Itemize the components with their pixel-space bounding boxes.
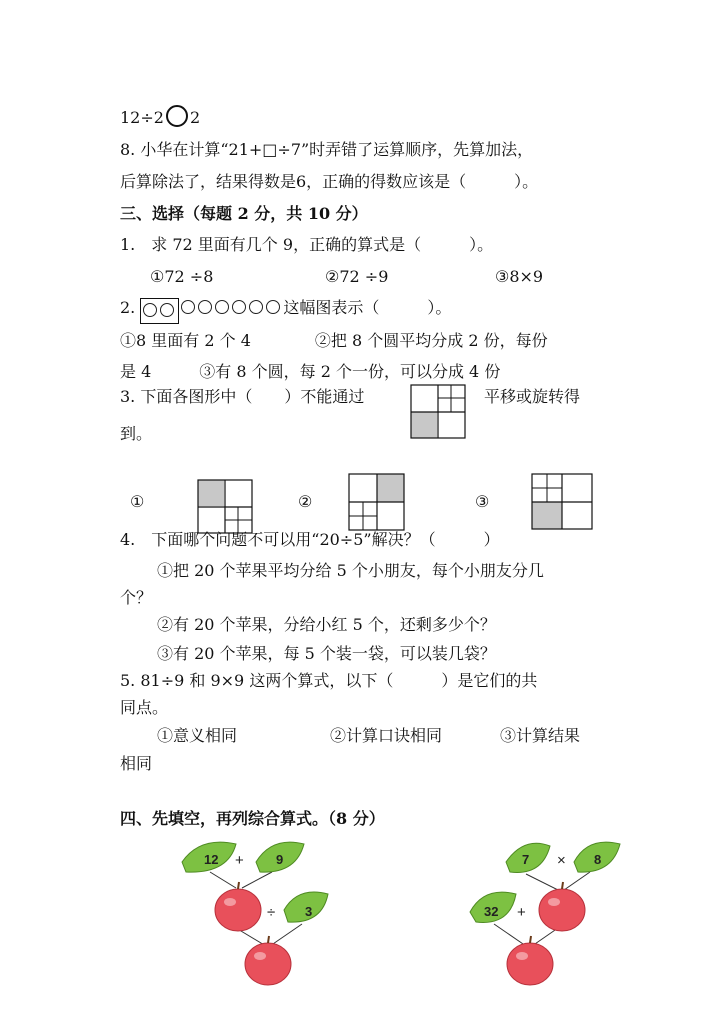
choice3-opt1[interactable]: ① [130, 492, 145, 511]
circle-icon [198, 300, 212, 314]
tree1-leaf1: 12 [204, 852, 219, 867]
tree1-op1: + [235, 852, 244, 869]
circle-icon [160, 303, 174, 317]
shape-option-3[interactable] [531, 473, 593, 531]
section3-title: 三、选择（每题 2 分，共 10 分） [120, 204, 368, 223]
circle-icon [143, 303, 157, 317]
choice5-opt3[interactable]: ③计算结果 [500, 726, 581, 745]
q8-line1: 8. 小华在计算“21+□÷7”时弄错了运算顺序，先算加法， [120, 140, 534, 159]
circle-icon [215, 300, 229, 314]
compare-circle[interactable] [166, 105, 188, 127]
circle-icon [232, 300, 246, 314]
choice4-stem: 4. 下面哪个问题不可以用“20÷5”解决？（ ） [120, 530, 500, 549]
tree2-leaf2: 8 [594, 852, 602, 867]
choice2-opt-line1: ①8 里面有 2 个 4 ②把 8 个圆平均分成 2 份，每份 [120, 331, 548, 350]
apple-tree-1 [180, 838, 340, 990]
choice5-line1: 5. 81÷9 和 9×9 这两个算式，以下（ ）是它们的共 [120, 671, 538, 690]
choice5-line4: 相同 [120, 754, 153, 773]
circle-icon [266, 300, 280, 314]
choice5-opt1[interactable]: ①意义相同 [157, 726, 238, 745]
apple-tree-2 [466, 838, 626, 990]
choice3-stem-a: 3. 下面各图形中（ ）不能通过 [120, 387, 365, 406]
leftover-expression: 12÷2 2 [120, 105, 200, 129]
choice1-stem: 1. 求 72 里面有几个 9，正确的算式是（ ）。 [120, 235, 494, 254]
tree2-leaf3: 32 [484, 904, 499, 919]
choice4-opt1-b: 个？ [120, 588, 153, 607]
choice1-opt1[interactable]: ①72 ÷8 [150, 267, 214, 286]
choice4-opt2[interactable]: ②有 20 个苹果，分给小红 5 个，还剩多少个？ [157, 615, 496, 634]
tree1-leaf3: 3 [305, 904, 313, 919]
tree2-op1: × [557, 852, 566, 869]
choice2-opt-line2: 是 4 ③有 8 个圆，每 2 个一份，可以分成 4 份 [120, 362, 501, 381]
choice4-opt3[interactable]: ③有 20 个苹果，每 5 个装一袋，可以装几袋？ [157, 644, 496, 663]
choice5-opt2[interactable]: ②计算口诀相同 [330, 726, 443, 745]
tree2-op2: + [517, 904, 526, 921]
choice3-opt2[interactable]: ② [298, 492, 313, 511]
tree2-leaf1: 7 [522, 852, 530, 867]
choice3-stem-b: 平移或旋转得 [484, 387, 581, 406]
circle-icon [181, 300, 195, 314]
circle-icon [249, 300, 263, 314]
section4-title: 四、先填空，再列综合算式。（8 分） [120, 809, 385, 828]
choice1-opt2[interactable]: ②72 ÷9 [325, 267, 389, 286]
choice1-opt3[interactable]: ③8×9 [495, 267, 544, 286]
choice5-line2: 同点。 [120, 698, 169, 717]
tree1-op2: ÷ [267, 904, 276, 921]
shape-option-2[interactable] [347, 473, 405, 533]
choice4-opt1-a[interactable]: ①把 20 个苹果平均分给 5 个小朋友，每个小朋友分几 [157, 561, 544, 580]
choice3-opt3[interactable]: ③ [475, 492, 490, 511]
q8-line2: 后算除法了，结果得数是6，正确的得数应该是（ ）。 [120, 172, 539, 191]
choice2-stem: 2. 这幅图表示（ ）。 [120, 297, 451, 324]
choice3-stem-c: 到。 [120, 424, 153, 443]
shape-option-1[interactable] [197, 479, 253, 535]
reference-shape [410, 384, 466, 440]
tree1-leaf2: 9 [276, 852, 284, 867]
circle-group-box [140, 298, 179, 324]
